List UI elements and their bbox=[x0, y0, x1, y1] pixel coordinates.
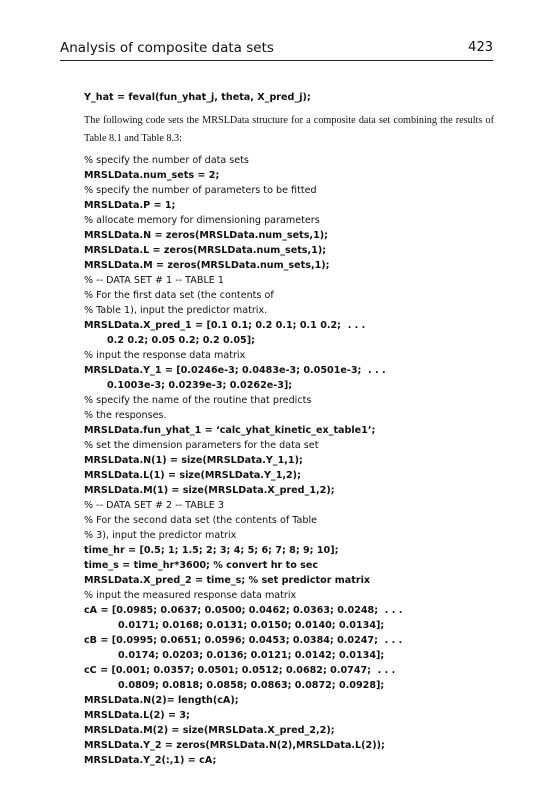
code-line: MRSLData.X_pred_2 = time_s; % set predictor matrix bbox=[84, 575, 371, 586]
code-line: MRSLData.L(2) = 3; bbox=[84, 710, 190, 721]
code-line: MRSLData.fun_yhat_1 = ‘calc_yhat_kinetic_ex_table1’; bbox=[84, 425, 376, 436]
code-comment: % allocate memory for dimensioning parameters bbox=[84, 215, 320, 226]
code-line: 0.0174; 0.0203; 0.0136; 0.0121; 0.0142; 0.0134]; bbox=[118, 650, 385, 661]
code-comment: % Table 1), input the predictor matrix. bbox=[84, 305, 268, 316]
code-comment: % input the measured response data matrix bbox=[84, 590, 297, 601]
code-line: time_hr = [0.5; 1; 1.5; 2; 3; 4; 5; 6; 7; 8; 9; 10]; bbox=[84, 545, 339, 556]
code-line: MRSLData.N = zeros(MRSLData.num_sets,1); bbox=[84, 230, 328, 241]
code-line: MRSLData.P = 1; bbox=[84, 200, 176, 211]
code-line: MRSLData.N(2)= length(cA); bbox=[84, 695, 239, 706]
code-line: cA = [0.0985; 0.0637; 0.0500; 0.0462; 0.0363; 0.0248; . . . bbox=[84, 605, 403, 616]
code-comment: % For the second data set (the contents of Table bbox=[84, 515, 318, 526]
code-line: MRSLData.L = zeros(MRSLData.num_sets,1); bbox=[84, 245, 327, 256]
chapter-title: Analysis of composite data sets bbox=[60, 40, 274, 56]
code-line: MRSLData.Y_1 = [0.0246e-3; 0.0483e-3; 0.0501e-3; . . . bbox=[84, 365, 386, 376]
code-comment: % For the first data set (the contents of bbox=[84, 290, 274, 301]
code-line: MRSLData.N(1) = size(MRSLData.Y_1,1); bbox=[84, 455, 303, 466]
code-line: MRSLData.M(2) = size(MRSLData.X_pred_2,2); bbox=[84, 725, 335, 736]
code-line: 0.0809; 0.0818; 0.0858; 0.0863; 0.0872; 0.0928]; bbox=[118, 680, 385, 691]
code-line: 0.0171; 0.0168; 0.0131; 0.0150; 0.0140; 0.0134]; bbox=[118, 620, 385, 631]
code-line: MRSLData.L(1) = size(MRSLData.Y_1,2); bbox=[84, 470, 301, 481]
code-comment: % the responses. bbox=[84, 410, 167, 421]
code-comment: % specify the number of parameters to be fitted bbox=[84, 185, 317, 196]
code-line: MRSLData.X_pred_1 = [0.1 0.1; 0.2 0.1; 0.1 0.2; . . . bbox=[84, 320, 366, 331]
code-line: cC = [0.001; 0.0357; 0.0501; 0.0512; 0.0682; 0.0747; . . . bbox=[84, 665, 396, 676]
code-comment: % -- DATA SET # 1 -- TABLE 1 bbox=[84, 275, 224, 286]
page-number: 423 bbox=[468, 40, 493, 55]
code-comment: % specify the name of the routine that predicts bbox=[84, 395, 312, 406]
code-comment: % -- DATA SET # 2 -- TABLE 3 bbox=[84, 500, 224, 511]
code-comment: % specify the number of data sets bbox=[84, 155, 249, 166]
code-line: time_s = time_hr*3600; % convert hr to sec bbox=[84, 560, 319, 571]
code-line: MRSLData.num_sets = 2; bbox=[84, 170, 220, 181]
body-paragraph: The following code sets the MRSLData structure for a composite data set combining the results of Table 8.1 and Table 8.3: bbox=[84, 115, 494, 144]
code-line: MRSLData.M(1) = size(MRSLData.X_pred_1,2); bbox=[84, 485, 335, 496]
code-line: 0.2 0.2; 0.05 0.2; 0.2 0.05]; bbox=[107, 335, 255, 346]
code-comment: % 3), input the predictor matrix bbox=[84, 530, 237, 541]
code-line: cB = [0.0995; 0.0651; 0.0596; 0.0453; 0.0384; 0.0247; . . . bbox=[84, 635, 403, 646]
code-line-intro: Y_hat = feval(fun_yhat_j, theta, X_pred_j); bbox=[84, 92, 311, 103]
running-header bbox=[60, 40, 493, 61]
code-line: MRSLData.M = zeros(MRSLData.num_sets,1); bbox=[84, 260, 330, 271]
code-line: MRSLData.Y_2 = zeros(MRSLData.N(2),MRSLData.L(2)); bbox=[84, 740, 385, 751]
code-comment: % input the response data matrix bbox=[84, 350, 246, 361]
code-line: 0.1003e-3; 0.0239e-3; 0.0262e-3]; bbox=[107, 380, 293, 391]
code-line: MRSLData.Y_2(:,1) = cA; bbox=[84, 755, 217, 766]
code-comment: % set the dimension parameters for the data set bbox=[84, 440, 319, 451]
code-block bbox=[84, 153, 504, 768]
